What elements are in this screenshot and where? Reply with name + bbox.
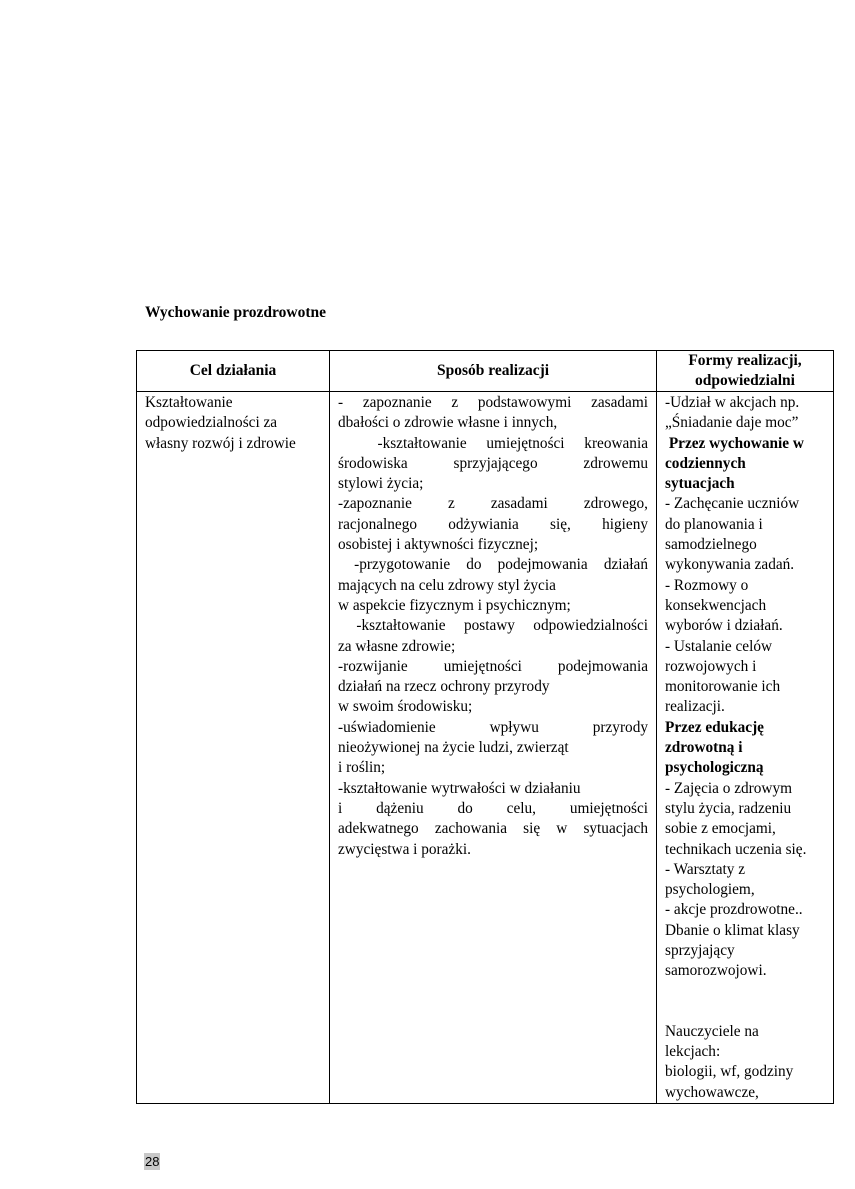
method-line: w swoim środowisku; <box>338 698 473 716</box>
method-line: adekwatnego zachowania się w sytuacjach <box>338 820 648 838</box>
forms-line: monitorowanie ich <box>665 678 781 696</box>
forms-line: - akcje prozdrowotne.. <box>665 901 803 919</box>
responsible-line: wychowawcze, <box>665 1083 759 1101</box>
method-line: -rozwijanie umiejętności podejmowania <box>338 657 648 675</box>
table-row <box>137 392 834 1104</box>
method-line: mających na celu zdrowy styl życia <box>338 576 556 594</box>
goal-cell <box>137 392 330 1104</box>
forms-line: do planowania i <box>665 515 763 533</box>
method-line: -kształtowanie postawy odpowiedzialności <box>338 617 648 635</box>
responsible-line: Nauczyciele na <box>665 1022 759 1040</box>
forms-line: Dbanie o klimat klasy <box>665 921 800 939</box>
method-line: w aspekcie fizycznym i psychicznym; <box>338 596 571 614</box>
forms-line: - Zajęcia o zdrowym <box>665 779 792 797</box>
method-line: zwycięstwa i porażki. <box>338 840 471 858</box>
method-line: nieożywionej na życie ludzi, zwierząt <box>338 739 569 757</box>
section-title: Wychowanie prozdrowotne <box>145 304 326 321</box>
method-line: racjonalnego odżywiania się, higieny <box>338 515 648 533</box>
forms-line: samorozwojowi. <box>665 962 767 980</box>
forms-line: - Warsztaty z <box>665 860 746 878</box>
forms-line: - Zachęcanie uczniów <box>665 495 800 513</box>
method-line: -kształtowanie wytrwałości w działaniu <box>338 779 581 797</box>
method-line: dbałości o zdrowie własne i innych, <box>338 414 558 432</box>
table-header-row <box>137 351 834 392</box>
forms-line: - Rozmowy o <box>665 576 749 594</box>
method-line: i dążeniu do celu, umiejętności <box>338 799 648 817</box>
method-line: -przygotowanie do podejmowania działań <box>338 556 648 574</box>
forms-line: sobie z emocjami, <box>665 820 776 838</box>
forms-subheading: Przez wychowanie w <box>665 434 804 452</box>
responsible-list <box>665 1022 825 1103</box>
forms-subheading: psychologiczną <box>665 759 764 777</box>
spacer <box>665 982 825 1022</box>
method-line: środowiska sprzyjającego zdrowemu <box>338 454 648 472</box>
forms-line: wykonywania zadań. <box>665 556 795 574</box>
forms-line: realizacji. <box>665 698 725 716</box>
forms-line: samodzielnego <box>665 536 757 554</box>
method-line: stylowi życia; <box>338 475 424 493</box>
forms-subheading: codziennych <box>665 454 746 472</box>
forms-line: technikach uczenia się. <box>665 840 807 858</box>
method-line: -uświadomienie wpływu przyrody <box>338 718 648 736</box>
responsible-line: biologii, wf, godziny <box>665 1063 794 1081</box>
header-methods: Sposób realizacji <box>330 351 657 392</box>
health-education-table <box>136 350 834 1104</box>
method-line: - zapoznanie z podstawowymi zasadami <box>338 394 648 411</box>
methods-list <box>338 393 648 860</box>
forms-line: -Udział w akcjach np. <box>665 394 800 411</box>
method-line: -zapoznanie z zasadami zdrowego, <box>338 495 648 513</box>
forms-subheading: Przez edukację <box>665 718 764 736</box>
method-line: osobistej i aktywności fizycznej; <box>338 536 539 554</box>
page-number: 28 <box>145 1154 160 1169</box>
forms-list <box>665 393 825 982</box>
method-line: za własne zdrowie; <box>338 637 456 655</box>
method-line: działań na rzecz ochrony przyrody <box>338 678 550 696</box>
responsible-line: lekcjach: <box>665 1042 721 1060</box>
forms-line: rozwojowych i <box>665 657 757 675</box>
method-line: -kształtowanie umiejętności kreowania <box>338 434 648 452</box>
forms-subheading: zdrowotną i <box>665 739 743 757</box>
forms-cell <box>657 392 834 1104</box>
header-goal: Cel działania <box>137 351 330 392</box>
forms-line: sprzyjający <box>665 942 735 960</box>
forms-line: „Śniadanie daje moc” <box>665 414 799 432</box>
forms-line: psychologiem, <box>665 881 755 899</box>
methods-cell <box>330 392 657 1104</box>
goal-text: Kształtowanie odpowiedzialności za własny rozwój i zdrowie <box>145 394 296 452</box>
forms-line: wyborów i działań. <box>665 617 783 635</box>
forms-line: konsekwencjach <box>665 596 767 614</box>
forms-line: stylu życia, radzeniu <box>665 799 792 817</box>
forms-subheading: sytuacjach <box>665 475 735 493</box>
header-forms: Formy realizacji, odpowiedzialni <box>657 351 834 392</box>
forms-line: - Ustalanie celów <box>665 637 773 655</box>
method-line: i roślin; <box>338 759 386 777</box>
